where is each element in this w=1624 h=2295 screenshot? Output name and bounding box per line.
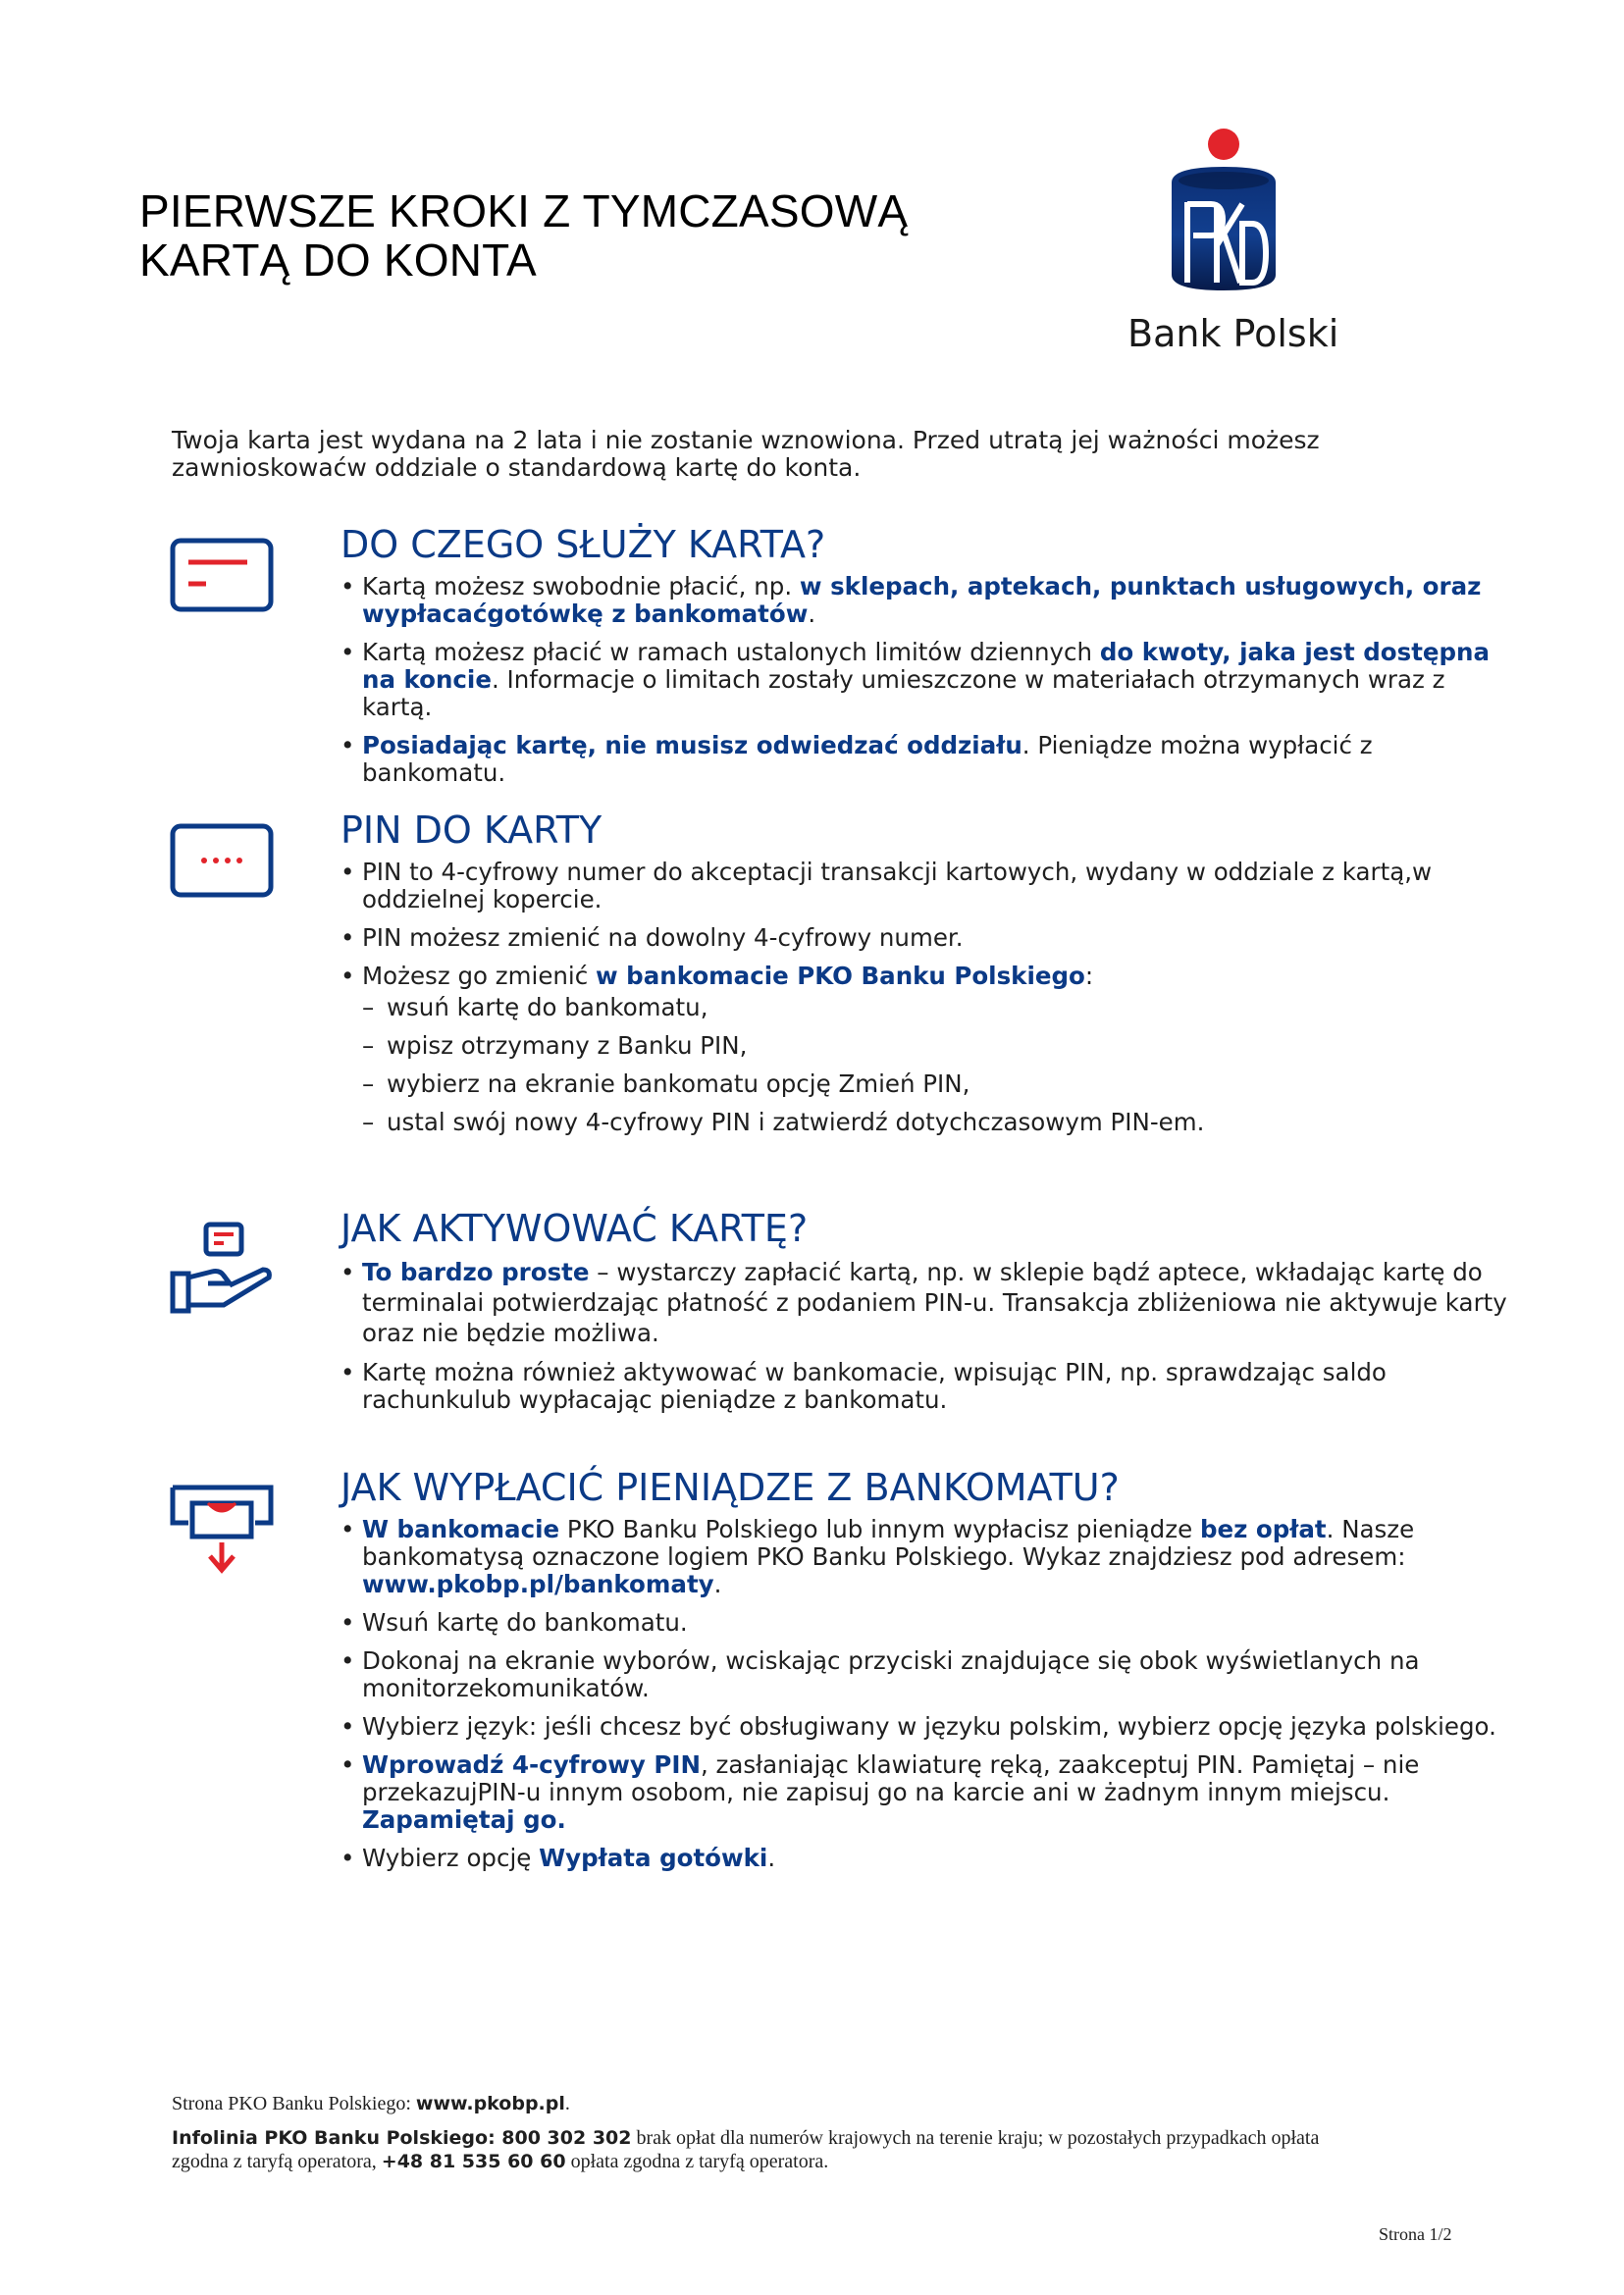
list-item: • Wybierz język: jeśli chcesz być obsługiwany w języku polskim, wybierz opcję języka polskiego.: [341, 1713, 1508, 1741]
list-item: • Wsuń kartę do bankomatu.: [341, 1609, 1508, 1637]
website-link[interactable]: www.pkobp.pl: [415, 2093, 565, 2114]
step-item: – wpisz otrzymany z Banku PIN,: [341, 1032, 1508, 1060]
page-title: [139, 186, 908, 285]
step-item: – ustal swój nowy 4-cyfrowy PIN i zatwierdź dotychczasowym PIN-em.: [341, 1109, 1508, 1136]
list-item: • Kartą możesz swobodnie płacić, np. w sklepach, aptekach, punktach usługowych, oraz wypłacaćgotówkę z bankomatów.: [341, 573, 1508, 628]
intro-text: Twoja karta jest wydana na 2 lata i nie zostanie wznowiona. Przed utratą jej ważności możesz zawnioskowaćw oddziale o standardową kartę do konta.: [172, 426, 1320, 482]
list-item: • Kartą możesz płacić w ramach ustalonych limitów dziennych do kwoty, jaka jest dostępna na koncie. Informacje o limitach zostały umieszczone w materiałach otrzymanych wraz z kartą.: [341, 639, 1508, 721]
list-item: • To bardzo proste – wystarczy zapłacić kartą, np. w sklepie bądź aptece, wkładając kartę do terminalai potwierdzając płatność z podaniem PIN-u. Transakcja zbliżeniowa nie aktywuje karty oraz nie będzie możliwa.: [341, 1257, 1508, 1348]
logo-text: Bank Polski: [1127, 312, 1339, 355]
section-pin: [341, 808, 1508, 1147]
step-item: – wybierz na ekranie bankomatu opcję Zmień PIN,: [341, 1070, 1508, 1098]
section-card-usage: [341, 522, 1508, 798]
hand-card-icon: [169, 1221, 275, 1323]
footer-hotline: Infolinia PKO Banku Polskiego: 800 302 302 brak opłat dla numerów krajowych na terenie kraju; w pozostałych przypadkach opłata zgodna z taryfą operatora, +48 81 535 60 60 opłata zgodna z taryfą operatora.: [172, 2127, 1320, 2172]
atm-list-link[interactable]: www.pkobp.pl/bankomaty: [362, 1570, 714, 1598]
list-item: • Wybierz opcję Wypłata gotówki.: [341, 1845, 1508, 1872]
section-title: JAK WYPŁACIĆ PIENIĄDZE Z BANKOMATU?: [341, 1466, 1120, 1509]
section-title: JAK AKTYWOWAĆ KARTĘ?: [341, 1207, 809, 1250]
section-atm-withdrawal: [341, 1465, 1508, 1883]
card-icon: [169, 537, 275, 617]
section-title: DO CZEGO SŁUŻY KARTA?: [341, 523, 826, 566]
atm-withdraw-icon: [169, 1480, 275, 1582]
list-item: • Posiadając kartę, nie musisz odwiedzać oddziału. Pieniądze można wypłacić z bankomatu.: [341, 732, 1508, 787]
list-item: • Kartę można również aktywować w bankomacie, wpisując PIN, np. sprawdzając saldo rachunkulub wypłacając pieniądze z bankomatu.: [341, 1359, 1508, 1414]
title-line-2: KARTĄ DO KONTA: [139, 235, 537, 286]
list-item: • Możesz go zmienić w bankomacie PKO Banku Polskiego:: [341, 963, 1508, 990]
title-line-1: PIERWSZE KROKI Z TYMCZASOWĄ: [139, 185, 909, 236]
section-activation: [341, 1206, 1508, 1425]
pin-card-icon: [169, 822, 275, 903]
list-item: • PIN to 4-cyfrowy numer do akceptacji transakcji kartowych, wydany w oddziale z kartą,w oddzielnej kopercie.: [341, 859, 1508, 913]
list-item: • W bankomacie PKO Banku Polskiego lub innym wypłacisz pieniądze bez opłat. Nasze bankomatysą oznaczone logiem PKO Banku Polskiego. Wykaz znajdziesz pod adresem: www.pkobp.pl/bankomaty.: [341, 1516, 1508, 1598]
list-item: • Dokonaj na ekranie wyborów, wciskając przyciski znajdujące się obok wyświetlanych na monitorzekomunikatów.: [341, 1647, 1508, 1702]
list-item: • PIN możesz zmienić na dowolny 4-cyfrowy numer.: [341, 924, 1508, 952]
section-title: PIN DO KARTY: [341, 808, 602, 852]
page-number: Strona 1/2: [1379, 2224, 1452, 2244]
footer-website: Strona PKO Banku Polskiego: www.pkobp.pl.: [172, 2093, 570, 2114]
list-item: • Wprowadź 4-cyfrowy PIN, zasłaniając klawiaturę ręką, zaakceptuj PIN. Pamiętaj – nie przekazujPIN-u innym osobom, nie zapisuj go na karcie ani w żadnym innym miejscu. Zapamiętaj go.: [341, 1751, 1508, 1834]
step-item: – wsuń kartę do bankomatu,: [341, 994, 1508, 1021]
